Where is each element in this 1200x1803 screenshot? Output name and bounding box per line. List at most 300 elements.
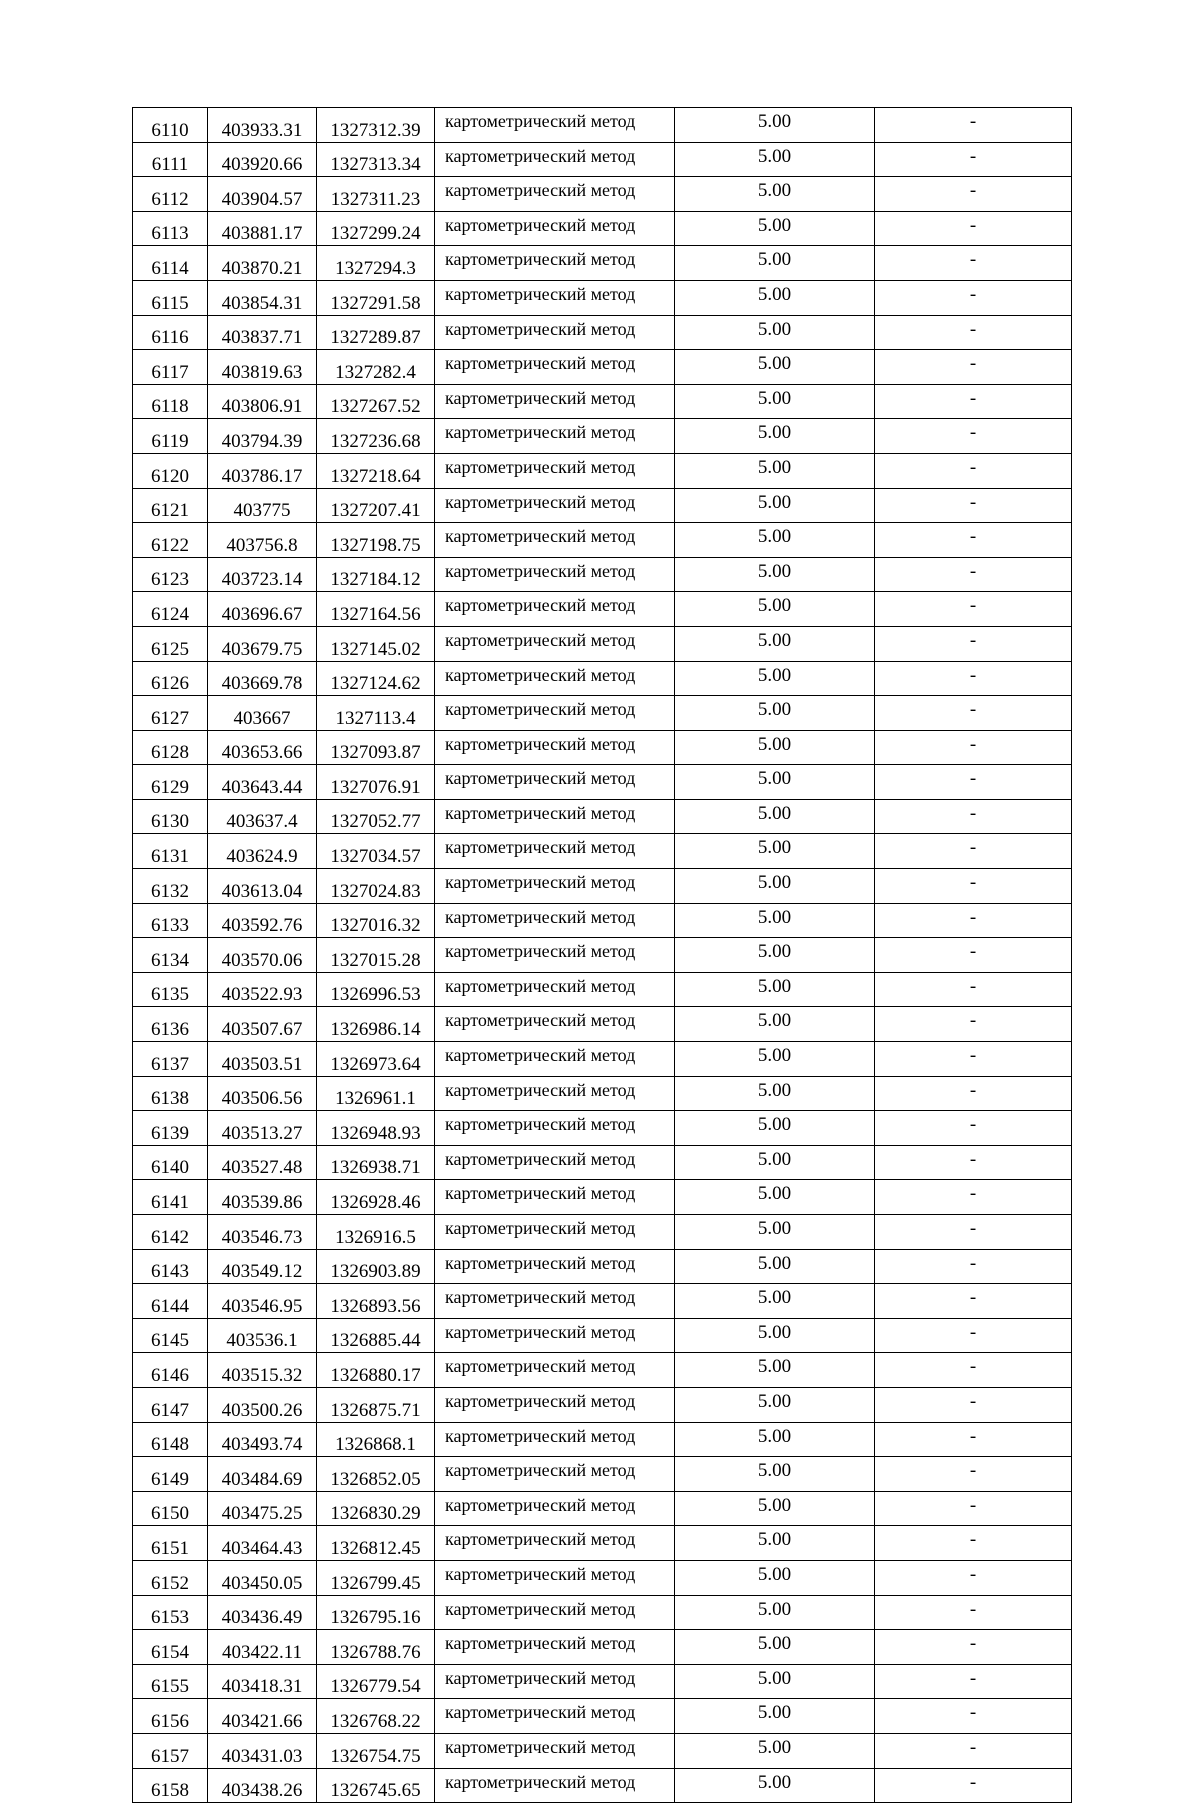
method-cell: картометрический метод <box>435 1318 675 1353</box>
y-coordinate-cell: 1327184.12 <box>317 557 435 592</box>
y-coordinate-cell: 1327313.34 <box>317 142 435 177</box>
method-cell: картометрический метод <box>435 1768 675 1803</box>
point-number-cell: 6120 <box>133 453 208 488</box>
accuracy-cell: 5.00 <box>675 384 875 419</box>
x-coordinate-cell: 403503.51 <box>208 1042 317 1077</box>
x-coordinate-cell: 403653.66 <box>208 730 317 765</box>
note-cell: - <box>875 1284 1072 1319</box>
table-row <box>133 1145 1072 1180</box>
accuracy-cell: 5.00 <box>675 177 875 212</box>
x-coordinate-cell: 403613.04 <box>208 869 317 904</box>
table-row <box>133 834 1072 869</box>
y-coordinate-cell: 1327052.77 <box>317 799 435 834</box>
point-number-cell: 6147 <box>133 1387 208 1422</box>
note-cell: - <box>875 1733 1072 1768</box>
accuracy-cell: 5.00 <box>675 350 875 385</box>
x-coordinate-cell: 403669.78 <box>208 661 317 696</box>
accuracy-cell: 5.00 <box>675 1595 875 1630</box>
note-cell: - <box>875 350 1072 385</box>
x-coordinate-cell: 403450.05 <box>208 1560 317 1595</box>
note-cell: - <box>875 938 1072 973</box>
table-row <box>133 1422 1072 1457</box>
note-cell: - <box>875 246 1072 281</box>
point-number-cell: 6112 <box>133 177 208 212</box>
note-cell: - <box>875 1249 1072 1284</box>
y-coordinate-cell: 1326916.5 <box>317 1215 435 1250</box>
table-row <box>133 1215 1072 1250</box>
point-number-cell: 6137 <box>133 1042 208 1077</box>
x-coordinate-cell: 403493.74 <box>208 1422 317 1457</box>
y-coordinate-cell: 1326961.1 <box>317 1076 435 1111</box>
table-row <box>133 315 1072 350</box>
y-coordinate-cell: 1327311.23 <box>317 177 435 212</box>
accuracy-cell: 5.00 <box>675 1630 875 1665</box>
accuracy-cell: 5.00 <box>675 108 875 143</box>
table-row <box>133 1699 1072 1734</box>
point-number-cell: 6118 <box>133 384 208 419</box>
method-cell: картометрический метод <box>435 626 675 661</box>
coordinates-table-body <box>133 108 1072 1803</box>
y-coordinate-cell: 1327312.39 <box>317 108 435 143</box>
table-row <box>133 177 1072 212</box>
x-coordinate-cell: 403854.31 <box>208 280 317 315</box>
x-coordinate-cell: 403418.31 <box>208 1664 317 1699</box>
y-coordinate-cell: 1327164.56 <box>317 592 435 627</box>
x-coordinate-cell: 403431.03 <box>208 1733 317 1768</box>
y-coordinate-cell: 1327093.87 <box>317 730 435 765</box>
point-number-cell: 6140 <box>133 1145 208 1180</box>
x-coordinate-cell: 403546.73 <box>208 1215 317 1250</box>
note-cell: - <box>875 557 1072 592</box>
point-number-cell: 6153 <box>133 1595 208 1630</box>
note-cell: - <box>875 419 1072 454</box>
table-row <box>133 903 1072 938</box>
point-number-cell: 6125 <box>133 626 208 661</box>
table-row <box>133 1076 1072 1111</box>
x-coordinate-cell: 403920.66 <box>208 142 317 177</box>
y-coordinate-cell: 1326893.56 <box>317 1284 435 1319</box>
table-row <box>133 1457 1072 1492</box>
accuracy-cell: 5.00 <box>675 523 875 558</box>
note-cell: - <box>875 1560 1072 1595</box>
note-cell: - <box>875 1630 1072 1665</box>
method-cell: картометрический метод <box>435 1215 675 1250</box>
y-coordinate-cell: 1326903.89 <box>317 1249 435 1284</box>
table-row <box>133 1111 1072 1146</box>
point-number-cell: 6139 <box>133 1111 208 1146</box>
x-coordinate-cell: 403696.67 <box>208 592 317 627</box>
accuracy-cell: 5.00 <box>675 834 875 869</box>
note-cell: - <box>875 1042 1072 1077</box>
method-cell: картометрический метод <box>435 1630 675 1665</box>
method-cell: картометрический метод <box>435 1353 675 1388</box>
method-cell: картометрический метод <box>435 1284 675 1319</box>
method-cell: картометрический метод <box>435 834 675 869</box>
point-number-cell: 6129 <box>133 765 208 800</box>
point-number-cell: 6123 <box>133 557 208 592</box>
accuracy-cell: 5.00 <box>675 1733 875 1768</box>
method-cell: картометрический метод <box>435 557 675 592</box>
table-row <box>133 1491 1072 1526</box>
point-number-cell: 6114 <box>133 246 208 281</box>
y-coordinate-cell: 1327034.57 <box>317 834 435 869</box>
method-cell: картометрический метод <box>435 488 675 523</box>
y-coordinate-cell: 1326754.75 <box>317 1733 435 1768</box>
note-cell: - <box>875 1353 1072 1388</box>
y-coordinate-cell: 1326996.53 <box>317 972 435 1007</box>
note-cell: - <box>875 799 1072 834</box>
method-cell: картометрический метод <box>435 696 675 731</box>
accuracy-cell: 5.00 <box>675 1353 875 1388</box>
table-row <box>133 972 1072 1007</box>
point-number-cell: 6127 <box>133 696 208 731</box>
table-row <box>133 211 1072 246</box>
accuracy-cell: 5.00 <box>675 246 875 281</box>
y-coordinate-cell: 1326852.05 <box>317 1457 435 1492</box>
table-row <box>133 1387 1072 1422</box>
x-coordinate-cell: 403546.95 <box>208 1284 317 1319</box>
accuracy-cell: 5.00 <box>675 1284 875 1319</box>
x-coordinate-cell: 403637.4 <box>208 799 317 834</box>
note-cell: - <box>875 1595 1072 1630</box>
x-coordinate-cell: 403513.27 <box>208 1111 317 1146</box>
y-coordinate-cell: 1326868.1 <box>317 1422 435 1457</box>
note-cell: - <box>875 903 1072 938</box>
x-coordinate-cell: 403723.14 <box>208 557 317 592</box>
method-cell: картометрический метод <box>435 730 675 765</box>
accuracy-cell: 5.00 <box>675 142 875 177</box>
point-number-cell: 6142 <box>133 1215 208 1250</box>
method-cell: картометрический метод <box>435 1457 675 1492</box>
table-row <box>133 592 1072 627</box>
x-coordinate-cell: 403933.31 <box>208 108 317 143</box>
table-row <box>133 938 1072 973</box>
x-coordinate-cell: 403506.56 <box>208 1076 317 1111</box>
table-row <box>133 453 1072 488</box>
method-cell: картометрический метод <box>435 142 675 177</box>
note-cell: - <box>875 280 1072 315</box>
table-row <box>133 142 1072 177</box>
y-coordinate-cell: 1326795.16 <box>317 1595 435 1630</box>
method-cell: картометрический метод <box>435 592 675 627</box>
method-cell: картометрический метод <box>435 1249 675 1284</box>
method-cell: картометрический метод <box>435 177 675 212</box>
accuracy-cell: 5.00 <box>675 315 875 350</box>
x-coordinate-cell: 403527.48 <box>208 1145 317 1180</box>
note-cell: - <box>875 869 1072 904</box>
method-cell: картометрический метод <box>435 765 675 800</box>
y-coordinate-cell: 1326880.17 <box>317 1353 435 1388</box>
method-cell: картометрический метод <box>435 1111 675 1146</box>
y-coordinate-cell: 1326745.65 <box>317 1768 435 1803</box>
point-number-cell: 6132 <box>133 869 208 904</box>
table-row <box>133 1007 1072 1042</box>
note-cell: - <box>875 211 1072 246</box>
accuracy-cell: 5.00 <box>675 1111 875 1146</box>
table-row <box>133 280 1072 315</box>
note-cell: - <box>875 1180 1072 1215</box>
accuracy-cell: 5.00 <box>675 661 875 696</box>
y-coordinate-cell: 1327015.28 <box>317 938 435 973</box>
method-cell: картометрический метод <box>435 972 675 1007</box>
point-number-cell: 6115 <box>133 280 208 315</box>
method-cell: картометрический метод <box>435 108 675 143</box>
accuracy-cell: 5.00 <box>675 1560 875 1595</box>
note-cell: - <box>875 626 1072 661</box>
note-cell: - <box>875 177 1072 212</box>
y-coordinate-cell: 1326799.45 <box>317 1560 435 1595</box>
accuracy-cell: 5.00 <box>675 1387 875 1422</box>
table-row <box>133 246 1072 281</box>
point-number-cell: 6155 <box>133 1664 208 1699</box>
accuracy-cell: 5.00 <box>675 453 875 488</box>
y-coordinate-cell: 1327024.83 <box>317 869 435 904</box>
method-cell: картометрический метод <box>435 1007 675 1042</box>
accuracy-cell: 5.00 <box>675 696 875 731</box>
note-cell: - <box>875 1768 1072 1803</box>
x-coordinate-cell: 403507.67 <box>208 1007 317 1042</box>
method-cell: картометрический метод <box>435 211 675 246</box>
method-cell: картометрический метод <box>435 1733 675 1768</box>
point-number-cell: 6134 <box>133 938 208 973</box>
accuracy-cell: 5.00 <box>675 972 875 1007</box>
table-row <box>133 1664 1072 1699</box>
point-number-cell: 6119 <box>133 419 208 454</box>
note-cell: - <box>875 1145 1072 1180</box>
x-coordinate-cell: 403570.06 <box>208 938 317 973</box>
point-number-cell: 6151 <box>133 1526 208 1561</box>
note-cell: - <box>875 661 1072 696</box>
y-coordinate-cell: 1326973.64 <box>317 1042 435 1077</box>
table-row <box>133 1733 1072 1768</box>
y-coordinate-cell: 1327145.02 <box>317 626 435 661</box>
method-cell: картометрический метод <box>435 350 675 385</box>
point-number-cell: 6144 <box>133 1284 208 1319</box>
accuracy-cell: 5.00 <box>675 869 875 904</box>
y-coordinate-cell: 1327289.87 <box>317 315 435 350</box>
y-coordinate-cell: 1327282.4 <box>317 350 435 385</box>
x-coordinate-cell: 403667 <box>208 696 317 731</box>
table-row <box>133 557 1072 592</box>
accuracy-cell: 5.00 <box>675 938 875 973</box>
method-cell: картометрический метод <box>435 1145 675 1180</box>
y-coordinate-cell: 1326948.93 <box>317 1111 435 1146</box>
table-row <box>133 1249 1072 1284</box>
method-cell: картометрический метод <box>435 1595 675 1630</box>
point-number-cell: 6113 <box>133 211 208 246</box>
y-coordinate-cell: 1326875.71 <box>317 1387 435 1422</box>
point-number-cell: 6156 <box>133 1699 208 1734</box>
y-coordinate-cell: 1326830.29 <box>317 1491 435 1526</box>
table-row <box>133 350 1072 385</box>
point-number-cell: 6110 <box>133 108 208 143</box>
table-row <box>133 626 1072 661</box>
x-coordinate-cell: 403522.93 <box>208 972 317 1007</box>
note-cell: - <box>875 765 1072 800</box>
table-row <box>133 1526 1072 1561</box>
note-cell: - <box>875 523 1072 558</box>
note-cell: - <box>875 1318 1072 1353</box>
coordinates-table <box>132 107 1072 1803</box>
note-cell: - <box>875 453 1072 488</box>
point-number-cell: 6152 <box>133 1560 208 1595</box>
x-coordinate-cell: 403819.63 <box>208 350 317 385</box>
y-coordinate-cell: 1326812.45 <box>317 1526 435 1561</box>
point-number-cell: 6145 <box>133 1318 208 1353</box>
note-cell: - <box>875 1422 1072 1457</box>
note-cell: - <box>875 1526 1072 1561</box>
accuracy-cell: 5.00 <box>675 626 875 661</box>
accuracy-cell: 5.00 <box>675 280 875 315</box>
accuracy-cell: 5.00 <box>675 1180 875 1215</box>
table-row <box>133 1180 1072 1215</box>
point-number-cell: 6149 <box>133 1457 208 1492</box>
y-coordinate-cell: 1327124.62 <box>317 661 435 696</box>
accuracy-cell: 5.00 <box>675 1491 875 1526</box>
y-coordinate-cell: 1326928.46 <box>317 1180 435 1215</box>
x-coordinate-cell: 403592.76 <box>208 903 317 938</box>
y-coordinate-cell: 1326788.76 <box>317 1630 435 1665</box>
method-cell: картометрический метод <box>435 523 675 558</box>
x-coordinate-cell: 403549.12 <box>208 1249 317 1284</box>
accuracy-cell: 5.00 <box>675 799 875 834</box>
x-coordinate-cell: 403500.26 <box>208 1387 317 1422</box>
point-number-cell: 6138 <box>133 1076 208 1111</box>
x-coordinate-cell: 403904.57 <box>208 177 317 212</box>
x-coordinate-cell: 403484.69 <box>208 1457 317 1492</box>
point-number-cell: 6122 <box>133 523 208 558</box>
x-coordinate-cell: 403837.71 <box>208 315 317 350</box>
x-coordinate-cell: 403422.11 <box>208 1630 317 1665</box>
table-row <box>133 1768 1072 1803</box>
y-coordinate-cell: 1326779.54 <box>317 1664 435 1699</box>
point-number-cell: 6117 <box>133 350 208 385</box>
accuracy-cell: 5.00 <box>675 1768 875 1803</box>
y-coordinate-cell: 1327267.52 <box>317 384 435 419</box>
point-number-cell: 6146 <box>133 1353 208 1388</box>
method-cell: картометрический метод <box>435 1387 675 1422</box>
y-coordinate-cell: 1327294.3 <box>317 246 435 281</box>
point-number-cell: 6130 <box>133 799 208 834</box>
point-number-cell: 6158 <box>133 1768 208 1803</box>
method-cell: картометрический метод <box>435 315 675 350</box>
method-cell: картометрический метод <box>435 903 675 938</box>
method-cell: картометрический метод <box>435 1180 675 1215</box>
x-coordinate-cell: 403438.26 <box>208 1768 317 1803</box>
table-row <box>133 384 1072 419</box>
accuracy-cell: 5.00 <box>675 765 875 800</box>
y-coordinate-cell: 1327218.64 <box>317 453 435 488</box>
x-coordinate-cell: 403421.66 <box>208 1699 317 1734</box>
note-cell: - <box>875 1076 1072 1111</box>
point-number-cell: 6141 <box>133 1180 208 1215</box>
table-row <box>133 1595 1072 1630</box>
table-row <box>133 869 1072 904</box>
point-number-cell: 6143 <box>133 1249 208 1284</box>
point-number-cell: 6126 <box>133 661 208 696</box>
accuracy-cell: 5.00 <box>675 1699 875 1734</box>
note-cell: - <box>875 696 1072 731</box>
table-row <box>133 523 1072 558</box>
note-cell: - <box>875 972 1072 1007</box>
x-coordinate-cell: 403756.8 <box>208 523 317 558</box>
method-cell: картометрический метод <box>435 661 675 696</box>
method-cell: картометрический метод <box>435 938 675 973</box>
note-cell: - <box>875 730 1072 765</box>
method-cell: картометрический метод <box>435 384 675 419</box>
table-row <box>133 1630 1072 1665</box>
point-number-cell: 6116 <box>133 315 208 350</box>
note-cell: - <box>875 1491 1072 1526</box>
note-cell: - <box>875 488 1072 523</box>
y-coordinate-cell: 1327291.58 <box>317 280 435 315</box>
accuracy-cell: 5.00 <box>675 1422 875 1457</box>
x-coordinate-cell: 403436.49 <box>208 1595 317 1630</box>
accuracy-cell: 5.00 <box>675 1249 875 1284</box>
y-coordinate-cell: 1327198.75 <box>317 523 435 558</box>
x-coordinate-cell: 403539.86 <box>208 1180 317 1215</box>
note-cell: - <box>875 1699 1072 1734</box>
point-number-cell: 6148 <box>133 1422 208 1457</box>
point-number-cell: 6135 <box>133 972 208 1007</box>
x-coordinate-cell: 403536.1 <box>208 1318 317 1353</box>
table-row <box>133 1560 1072 1595</box>
accuracy-cell: 5.00 <box>675 1076 875 1111</box>
method-cell: картометрический метод <box>435 419 675 454</box>
note-cell: - <box>875 592 1072 627</box>
point-number-cell: 6111 <box>133 142 208 177</box>
y-coordinate-cell: 1327016.32 <box>317 903 435 938</box>
x-coordinate-cell: 403870.21 <box>208 246 317 281</box>
method-cell: картометрический метод <box>435 453 675 488</box>
table-row <box>133 696 1072 731</box>
table-row <box>133 419 1072 454</box>
y-coordinate-cell: 1327207.41 <box>317 488 435 523</box>
y-coordinate-cell: 1327299.24 <box>317 211 435 246</box>
accuracy-cell: 5.00 <box>675 730 875 765</box>
note-cell: - <box>875 142 1072 177</box>
method-cell: картометрический метод <box>435 1422 675 1457</box>
note-cell: - <box>875 1111 1072 1146</box>
accuracy-cell: 5.00 <box>675 1007 875 1042</box>
x-coordinate-cell: 403679.75 <box>208 626 317 661</box>
accuracy-cell: 5.00 <box>675 592 875 627</box>
note-cell: - <box>875 1387 1072 1422</box>
point-number-cell: 6154 <box>133 1630 208 1665</box>
note-cell: - <box>875 1664 1072 1699</box>
method-cell: картометрический метод <box>435 1664 675 1699</box>
point-number-cell: 6157 <box>133 1733 208 1768</box>
table-row <box>133 1318 1072 1353</box>
note-cell: - <box>875 834 1072 869</box>
y-coordinate-cell: 1327236.68 <box>317 419 435 454</box>
point-number-cell: 6150 <box>133 1491 208 1526</box>
accuracy-cell: 5.00 <box>675 1457 875 1492</box>
table-row <box>133 1284 1072 1319</box>
x-coordinate-cell: 403775 <box>208 488 317 523</box>
point-number-cell: 6121 <box>133 488 208 523</box>
table-row <box>133 765 1072 800</box>
x-coordinate-cell: 403624.9 <box>208 834 317 869</box>
accuracy-cell: 5.00 <box>675 488 875 523</box>
table-row <box>133 661 1072 696</box>
note-cell: - <box>875 384 1072 419</box>
x-coordinate-cell: 403806.91 <box>208 384 317 419</box>
method-cell: картометрический метод <box>435 280 675 315</box>
accuracy-cell: 5.00 <box>675 1215 875 1250</box>
table-row <box>133 1042 1072 1077</box>
accuracy-cell: 5.00 <box>675 1318 875 1353</box>
